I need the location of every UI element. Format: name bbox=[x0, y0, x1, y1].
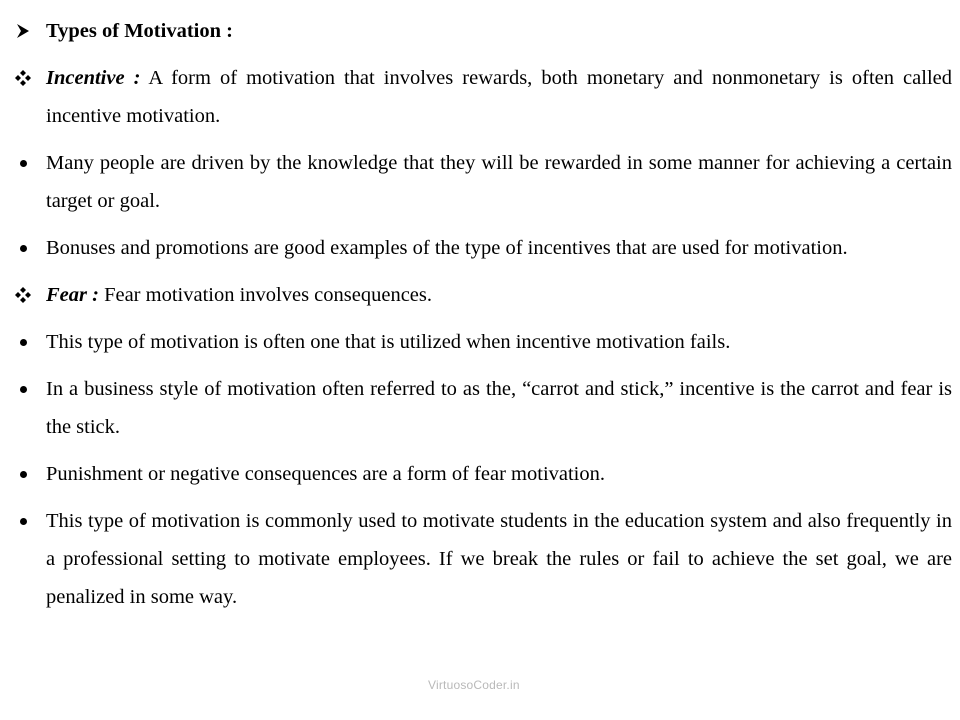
diamond-bullet-icon bbox=[8, 276, 38, 314]
arrow-bullet-icon bbox=[8, 12, 38, 50]
item-text: Many people are driven by the knowledge that they will be rewarded in some manner for achieving a certain target or goal. bbox=[46, 152, 952, 212]
term-label: Fear : bbox=[46, 284, 99, 306]
item-text: Punishment or negative consequences are a form of fear motivation. bbox=[46, 463, 606, 485]
dot-bullet-icon bbox=[8, 323, 38, 361]
term-label: Incentive : bbox=[46, 67, 141, 89]
dot-bullet-icon bbox=[8, 229, 38, 267]
diamond-bullet-icon bbox=[8, 59, 38, 97]
list-item-types-heading bbox=[8, 12, 952, 50]
item-text: This type of motivation is often one that is utilized when incentive motivation fails. bbox=[46, 331, 731, 353]
item-text: This type of motivation is commonly used to motivate students in the education system and also frequently in a professional setting to motivate employees. If we break the rules or fail to achieve the set goal, we are penalized in some way. bbox=[46, 510, 952, 608]
list-item bbox=[8, 144, 952, 220]
list-item bbox=[8, 455, 952, 493]
list-item bbox=[8, 370, 952, 446]
dot-bullet-icon bbox=[8, 144, 38, 182]
item-text: Fear motivation involves consequences. bbox=[98, 284, 432, 306]
list-item bbox=[8, 229, 952, 267]
list-item bbox=[8, 323, 952, 361]
list-item-fear bbox=[8, 276, 952, 314]
item-text: A form of motivation that involves rewards, both monetary and nonmonetary is often called incentive motivation. bbox=[46, 67, 952, 127]
dot-bullet-icon bbox=[8, 502, 38, 540]
dot-bullet-icon bbox=[8, 455, 38, 493]
list-item bbox=[8, 502, 952, 616]
list-item-incentive bbox=[8, 59, 952, 135]
dot-bullet-icon bbox=[8, 370, 38, 408]
item-text: Bonuses and promotions are good examples of the type of incentives that are used for motivation. bbox=[46, 237, 848, 259]
heading-text: Types of Motivation : bbox=[46, 20, 233, 42]
watermark: VirtuosoCoder.in bbox=[428, 678, 520, 692]
bullet-list bbox=[8, 12, 952, 625]
item-text: In a business style of motivation often referred to as the, “carrot and stick,” incentive is the carrot and fear is the stick. bbox=[46, 378, 952, 438]
